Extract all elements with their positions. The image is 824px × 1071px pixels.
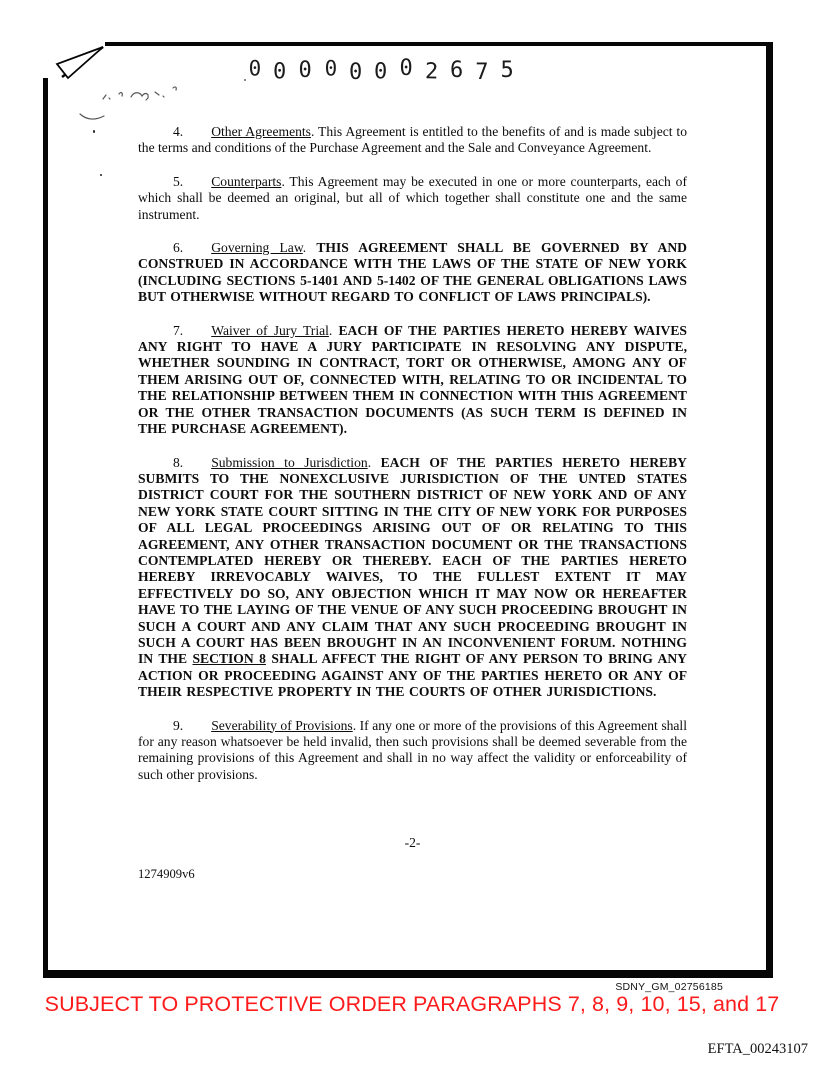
- scan-speck: [100, 174, 102, 176]
- heading-punct: .: [302, 240, 307, 256]
- folded-corner-icon: [43, 42, 163, 122]
- paragraph-heading: Other Agreements: [211, 124, 311, 139]
- paragraph-5-counterparts: [138, 174, 687, 223]
- paragraph-number: 5.: [173, 173, 184, 189]
- paragraph-number: 9.: [173, 717, 184, 733]
- scan-speck: [244, 79, 246, 81]
- paragraph-heading: Counterparts: [211, 173, 282, 189]
- bates-number-sdny: SDNY_GM_02756185: [615, 981, 723, 993]
- paragraph-number: 6.: [173, 240, 184, 256]
- paragraph-text: If any one or more of the provisions of this Agreement shall for any reason whatsoever be held invalid, then such provisions shall be deemed severable from the remaining provisions of this Agreement and shall in no way affect the validity or enforceability of such other provisions.: [138, 717, 687, 782]
- paragraph-text: SHALL AFFECT THE RIGHT OF ANY PERSON TO BRING ANY ACTION OR PROCEEDING AGAINST ANY OF THE PARTIES HERETO OR ANY OF THEIR RESPECTIVE PROPERTY IN THE COURTS OF OTHER JURISDICTIONS.: [138, 651, 687, 700]
- paragraph-heading: Governing Law: [211, 240, 303, 256]
- paragraph-heading: Submission to Jurisdiction: [211, 454, 368, 470]
- paragraph-heading: Waiver of Jury Trial: [211, 322, 329, 338]
- paragraph-number: 7.: [173, 322, 184, 338]
- scan-speck: [93, 130, 95, 133]
- handwriting-scribble: [73, 84, 188, 126]
- paragraph-8-submission-to-jurisdiction: [138, 455, 687, 701]
- document-version-id: 1274909v6: [138, 867, 195, 882]
- scanned-page: [43, 42, 773, 978]
- heading-punct: .: [367, 454, 372, 470]
- bates-number-efta: EFTA_00243107: [707, 1041, 808, 1057]
- paragraph-text: EACH OF THE PARTIES HERETO HEREBY SUBMITS TO THE NONEXCLUSIVE JURISDICTION OF THE UNTED STATES DISTRICT COURT FOR THE SOUTHERN DISTRICT OF NEW YORK AND OF ANY NEW YORK STATE COURT SITTING IN THE CITY OF NEW YORK FOR PURPOSES OF ALL LEGAL PROCEEDINGS ARISING OUT OF OR RELATING TO THIS AGREEMENT, ANY OTHER TRANSACTION DOCUMENT OR THE TRANSACTIONS CONTEMPLATED HEREBY OR THEREBY. EACH OF THE PARTIES HERETO HEREBY IRREVOCABLY WAIVES, TO THE FULLEST EXTENT IT MAY EFFECTIVELY DO SO, ANY OBJECTION WHICH IT MAY NOW OR HEREAFTER HAVE TO THE LAYING OF THE VENUE OF ANY SUCH PROCEEDING BROUGHT IN SUCH A COURT AND ANY CLAIM THAT ANY SUCH PROCEEDING BROUGHT IN SUCH A COURT HAS BEEN BROUGHT IN AN INCONVENIENT FORUM. NOTHING IN THE: [138, 454, 687, 667]
- paragraph-7-waiver-of-jury-trial: [138, 323, 687, 438]
- paragraph-text: This Agreement is entitled to the benefits of and is made subject to the terms and conditions of the Purchase Agreement and the Sale and Conveyance Agreement.: [138, 124, 687, 156]
- heading-punct: .: [310, 124, 315, 139]
- stamped-bates-number: 00000002675: [248, 56, 526, 85]
- heading-punct: .: [328, 322, 333, 338]
- paragraph-6-governing-law: [138, 240, 687, 306]
- paragraph-heading: Severability of Provisions: [211, 717, 353, 733]
- document-body: [138, 124, 687, 882]
- paragraph-number: 8.: [173, 454, 184, 470]
- paragraph-4-other-agreements: [138, 124, 687, 157]
- paragraph-text: EACH OF THE PARTIES HERETO HEREBY WAIVES ANY RIGHT TO HAVE A JURY PARTICIPATE IN RESOLVING ANY DISPUTE, WHETHER SOUNDING IN CONTRACT, TORT OR OTHERWISE, AMONG ANY OF THEM ARISING OUT OF, CONNECTED WITH, RELATING TO OR INCIDENTAL TO THE RELATIONSHIP BETWEEN THEM IN CONNECTION WITH THIS AGREEMENT OR THE OTHER TRANSACTION DOCUMENTS (AS SUCH TERM IS DEFINED IN THE PURCHASE AGREEMENT).: [138, 322, 687, 437]
- heading-punct: .: [352, 717, 357, 733]
- heading-punct: .: [281, 173, 285, 189]
- section-8-reference: SECTION 8: [192, 651, 266, 667]
- paragraph-number: 4.: [173, 124, 184, 139]
- protective-order-stamp: SUBJECT TO PROTECTIVE ORDER PARAGRAPHS 7, 8, 9, 10, 15, and 17: [44, 992, 780, 1016]
- paragraph-text: This Agreement may be executed in one or more counterparts, each of which shall be deemed an original, but all of which together shall constitute one and the same instrument.: [138, 173, 687, 222]
- paragraph-text: THIS AGREEMENT SHALL BE GOVERNED BY AND CONSTRUED IN ACCORDANCE WITH THE LAWS OF THE STATE OF NEW YORK (INCLUDING SECTIONS 5-1401 AND 5-1402 OF THE GENERAL OBLIGATIONS LAWS BUT OTHERWISE WITHOUT REGARD TO CONFLICT OF LAWS PRINCIPALS).: [138, 240, 687, 305]
- page-number: -2-: [404, 835, 421, 851]
- paragraph-9-severability: [138, 718, 687, 784]
